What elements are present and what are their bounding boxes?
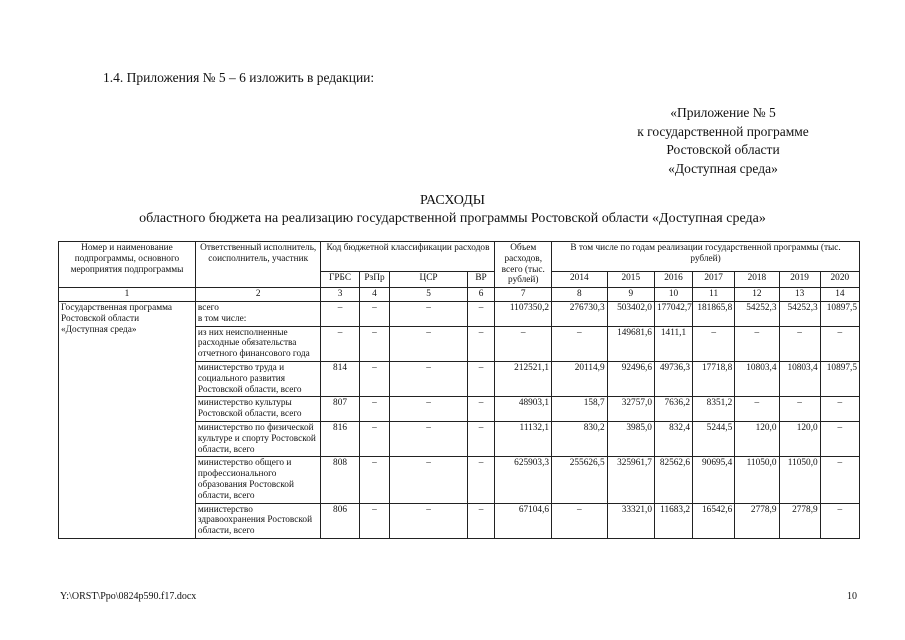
grbs-cell: – [321, 326, 359, 361]
executor-cell: министерство труда и социального развития Ростовской области, всего [195, 361, 321, 396]
executor-cell: всего в том числе: [195, 301, 321, 326]
header-csr: ЦСР [390, 271, 467, 288]
year-cell: 20114,9 [552, 361, 608, 396]
executor-cell: из них неисполненные расходные обязательства отчетного финансового года [195, 326, 321, 361]
year-cell: 10803,4 [735, 361, 779, 396]
index-cell: 4 [359, 288, 390, 302]
vr-cell: – [467, 503, 495, 538]
executor-cell: министерство общего и профессионального образования Ростовской области, всего [195, 457, 321, 503]
year-cell: – [820, 421, 859, 456]
year-cell: – [820, 397, 859, 422]
rzpr-cell: – [359, 421, 390, 456]
appendix-line-3: Ростовской области [666, 142, 780, 157]
year-cell: – [820, 457, 859, 503]
index-cell: 11 [693, 288, 735, 302]
vr-cell: – [467, 326, 495, 361]
year-cell: 830,2 [552, 421, 608, 456]
year-cell: 11683,2 [654, 503, 692, 538]
header-year: 2018 [735, 271, 779, 288]
index-cell: 5 [390, 288, 467, 302]
header-name: Номер и наименование подпрограммы, основного мероприятия подпрограммы [59, 242, 196, 288]
year-cell: 255626,5 [552, 457, 608, 503]
header-year: 2017 [693, 271, 735, 288]
executor-cell: министерство здравоохранения Ростовской области, всего [195, 503, 321, 538]
index-row [59, 288, 860, 302]
grbs-cell: 816 [321, 421, 359, 456]
year-cell: 10803,4 [779, 361, 820, 396]
year-cell: 149681,6 [607, 326, 654, 361]
year-cell: – [820, 326, 859, 361]
header-vr: ВР [467, 271, 495, 288]
program-name: Государственная программа Ростовской области «Доступная среда» [59, 301, 196, 538]
header-year: 2019 [779, 271, 820, 288]
index-cell: 1 [59, 288, 196, 302]
year-cell: 10897,5 [820, 301, 859, 326]
year-cell: 5244,5 [693, 421, 735, 456]
year-cell: 33321,0 [607, 503, 654, 538]
header-executor: Ответственный исполнитель, соисполнитель, участник [195, 242, 321, 288]
year-cell: 2778,9 [735, 503, 779, 538]
header-grbs: ГРБС [321, 271, 359, 288]
header-year: 2016 [654, 271, 692, 288]
rzpr-cell: – [359, 397, 390, 422]
grbs-cell: – [321, 301, 359, 326]
year-cell: 16542,6 [693, 503, 735, 538]
year-cell: 54252,3 [735, 301, 779, 326]
year-cell: 82562,6 [654, 457, 692, 503]
expenses-table [58, 241, 860, 539]
intro-text: 1.4. Приложения № 5 – 6 изложить в редакции: [103, 70, 375, 85]
total-cell: 48903,1 [495, 397, 552, 422]
title-line-2: областного бюджета на реализацию государственной программы Ростовской области «Доступная среда» [139, 211, 766, 226]
index-cell: 10 [654, 288, 692, 302]
year-cell: 90695,4 [693, 457, 735, 503]
csr-cell: – [390, 397, 467, 422]
vr-cell: – [467, 421, 495, 456]
total-cell: 625903,3 [495, 457, 552, 503]
year-cell: 32757,0 [607, 397, 654, 422]
year-cell: – [820, 503, 859, 538]
year-cell: – [552, 326, 608, 361]
year-cell: – [735, 326, 779, 361]
year-cell: 177042,7 [654, 301, 692, 326]
header-year: 2014 [552, 271, 608, 288]
rzpr-cell: – [359, 457, 390, 503]
index-cell: 8 [552, 288, 608, 302]
csr-cell: – [390, 326, 467, 361]
vr-cell: – [467, 361, 495, 396]
grbs-cell: 807 [321, 397, 359, 422]
year-cell: 3985,0 [607, 421, 654, 456]
grbs-cell: 814 [321, 361, 359, 396]
total-cell: 11132,1 [495, 421, 552, 456]
csr-cell: – [390, 421, 467, 456]
rzpr-cell: – [359, 503, 390, 538]
table-row [59, 301, 860, 326]
header-rzpr: РзПр [359, 271, 390, 288]
year-cell: 49736,3 [654, 361, 692, 396]
csr-cell: – [390, 503, 467, 538]
executor-cell: министерство по физической культуре и спорту Ростовской области, всего [195, 421, 321, 456]
header-year: 2020 [820, 271, 859, 288]
year-cell: 10897,5 [820, 361, 859, 396]
index-cell: 12 [735, 288, 779, 302]
year-cell: 120,0 [735, 421, 779, 456]
year-cell: 832,4 [654, 421, 692, 456]
index-cell: 9 [607, 288, 654, 302]
index-cell: 2 [195, 288, 321, 302]
year-cell: 11050,0 [735, 457, 779, 503]
header-code-group: Код бюджетной классификации расходов [321, 242, 495, 272]
year-cell: 2778,9 [779, 503, 820, 538]
rzpr-cell: – [359, 301, 390, 326]
year-cell: 503402,0 [607, 301, 654, 326]
title-line-1: РАСХОДЫ [420, 193, 485, 208]
header-year: 2015 [607, 271, 654, 288]
year-cell: 92496,6 [607, 361, 654, 396]
year-cell: – [693, 326, 735, 361]
index-cell: 7 [495, 288, 552, 302]
vr-cell: – [467, 301, 495, 326]
year-cell: 7636,2 [654, 397, 692, 422]
year-cell: – [779, 397, 820, 422]
csr-cell: – [390, 301, 467, 326]
vr-cell: – [467, 457, 495, 503]
year-cell: – [779, 326, 820, 361]
year-cell: 17718,8 [693, 361, 735, 396]
year-cell: 181865,8 [693, 301, 735, 326]
index-cell: 14 [820, 288, 859, 302]
total-cell: – [495, 326, 552, 361]
year-cell: 325961,7 [607, 457, 654, 503]
total-cell: 212521,1 [495, 361, 552, 396]
total-cell: 67104,6 [495, 503, 552, 538]
page-number: 10 [847, 591, 857, 602]
year-cell: 1411,1 [654, 326, 692, 361]
rzpr-cell: – [359, 326, 390, 361]
year-cell: 276730,3 [552, 301, 608, 326]
rzpr-cell: – [359, 361, 390, 396]
csr-cell: – [390, 361, 467, 396]
year-cell: 54252,3 [779, 301, 820, 326]
total-cell: 1107350,2 [495, 301, 552, 326]
index-cell: 6 [467, 288, 495, 302]
header-row-1 [59, 242, 860, 272]
appendix-line-4: «Доступная среда» [668, 160, 778, 176]
year-cell: 8351,2 [693, 397, 735, 422]
header-years-group: В том числе по годам реализации государственной программы (тыс. рублей) [552, 242, 860, 272]
year-cell: – [552, 503, 608, 538]
appendix-line-1: «Приложение № 5 [670, 105, 776, 120]
appendix-note [603, 104, 843, 178]
header-volume: Объем расходов, всего (тыс. рублей) [495, 242, 552, 288]
year-cell: 11050,0 [779, 457, 820, 503]
grbs-cell: 808 [321, 457, 359, 503]
year-cell: – [735, 397, 779, 422]
index-cell: 3 [321, 288, 359, 302]
index-cell: 13 [779, 288, 820, 302]
file-path: Y:\ORST\Ppo\0824p590.f17.docx [60, 591, 197, 602]
executor-cell: министерство культуры Ростовской области, всего [195, 397, 321, 422]
grbs-cell: 806 [321, 503, 359, 538]
vr-cell: – [467, 397, 495, 422]
year-cell: 120,0 [779, 421, 820, 456]
year-cell: 158,7 [552, 397, 608, 422]
document-title [0, 192, 905, 228]
csr-cell: – [390, 457, 467, 503]
appendix-line-2: к государственной программе [637, 123, 809, 139]
